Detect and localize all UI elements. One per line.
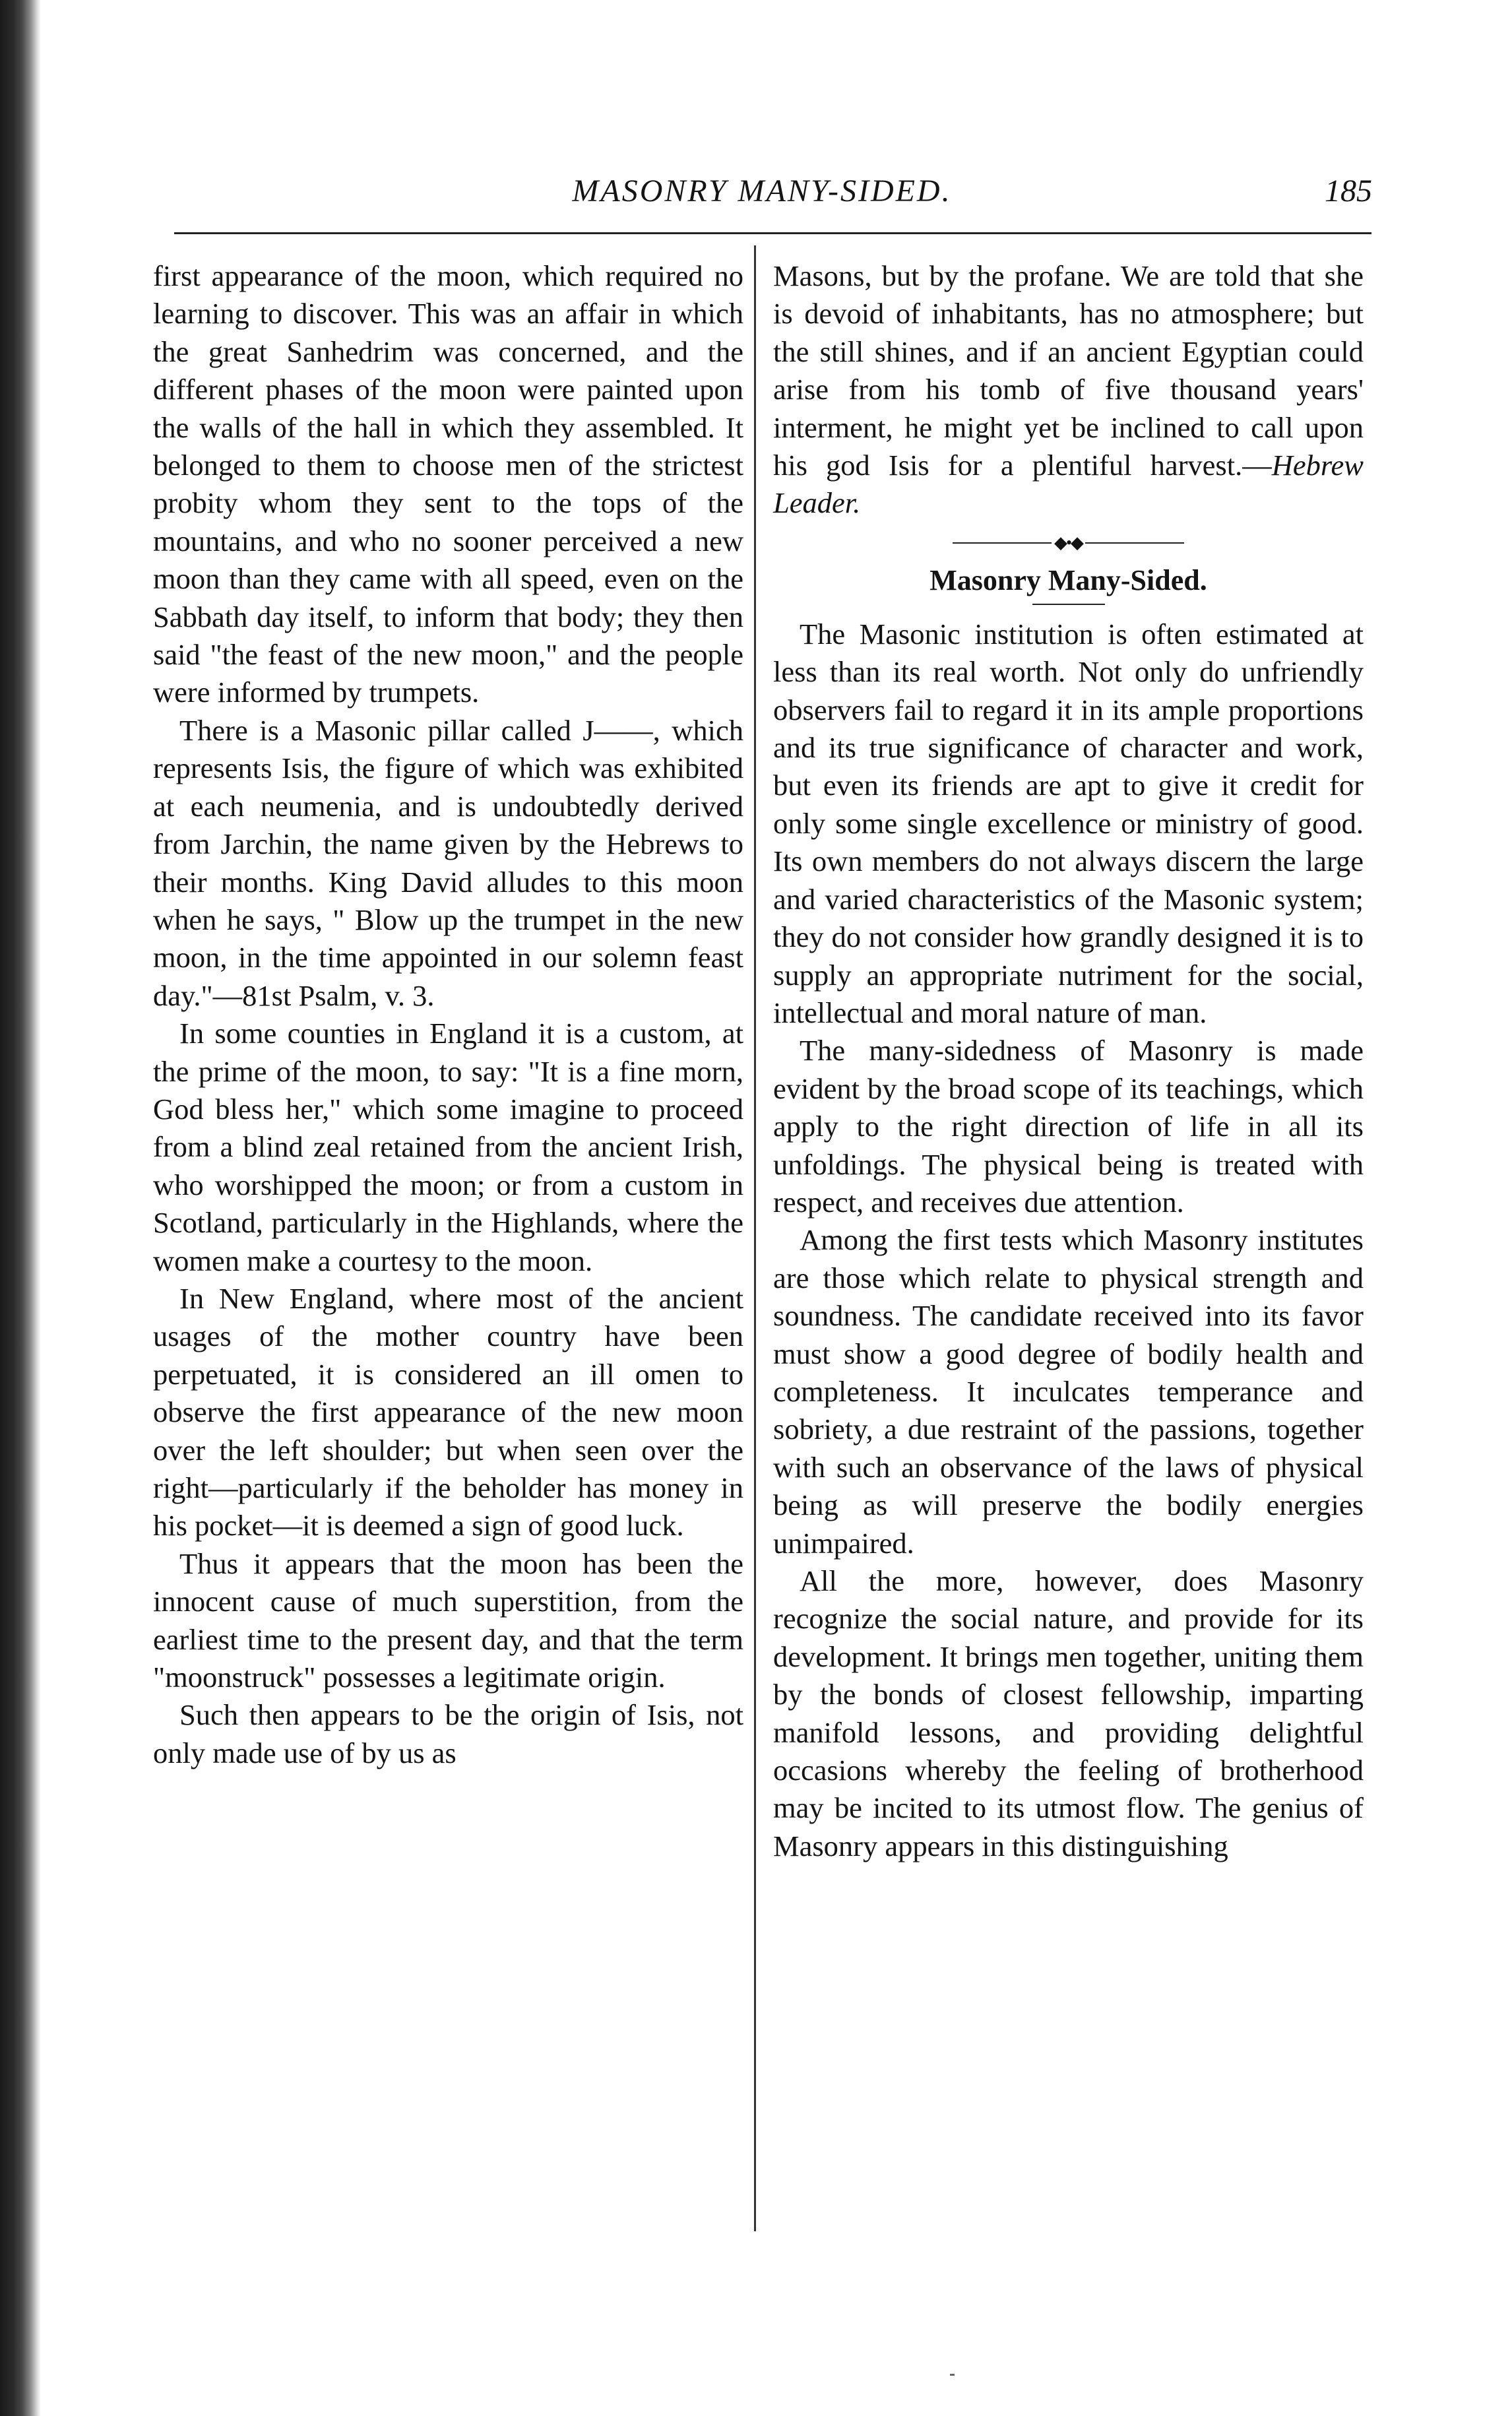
print-speck <box>950 2374 955 2376</box>
right-paragraph-1: The Masonic institution is often estimated at less than its real worth. Not only do unfriendly observers fail to regard it in its ample proportions and its true significance of character and work, but even its friends are apt to give it credit for only some single excellence or ministry of good. Its own members do not always discern the large and varied characteristics of the Masonic system; they do not consider how grandly designed it is to supply an appropriate nutriment for the social, intellectual and moral nature of man. <box>773 617 1364 1029</box>
left-paragraph-5: Thus it appears that the moon has been the innocent cause of much superstition, from the earliest time to the present day, and that the term "moonstruck" possesses a legitimate origin. <box>153 1546 743 1694</box>
left-paragraph-6: Such then appears to be the origin of Isis, not only made use of by us as <box>153 1698 743 1769</box>
running-title: MASONRY MANY-SIDED. <box>572 174 952 208</box>
header-rule <box>174 232 1371 234</box>
right-continuation <box>773 257 1364 523</box>
right-paragraph-4: All the more, however, does Masonry recognize the social nature, and provide for its development. It brings men together, uniting them by the bonds of closest fellowship, imparting manifold lessons, and providing delightful occasions whereby the feeling of brotherhood may be incited to its utmost flow. The genius of Masonry appears in this distinguishing <box>773 1564 1364 1862</box>
heading-rule <box>1032 604 1105 605</box>
ornament-diamonds: ◆•◆ <box>1054 533 1083 553</box>
source-credit: Hebrew Leader. <box>773 449 1364 520</box>
ornament-line-right <box>1085 542 1184 544</box>
page-number: 185 <box>1325 174 1372 208</box>
continuation-text: Masons, but by the profane. We are told that she is devoid of inhabitants, has no atmosphere; but the still shines, and if an ancient Egyptian could arise from his tomb of five thousand years' interment, he might yet be inclined to call upon his god Isis for a plentiful harvest.— <box>773 259 1364 482</box>
left-paragraph-3: In some counties in England it is a custom, at the prime of the moon, to say: "It is a fine morn, God bless her," which some imagine to proceed from a blind zeal retained from the ancient Irish, who worshipped the moon; or from a custom in Scotland, particularly in the Highlands, where the women make a courtesy to the moon. <box>153 1017 743 1277</box>
left-paragraph-4: In New England, where most of the ancient usages of the mother country have been perpetuated, it is considered an ill omen to observe the first appearance of the new moon over the left shoulder; but when seen over the right—particularly if the beholder has money in his pocket—it is deemed a sign of good luck. <box>153 1281 743 1542</box>
section-heading: Masonry Many-Sided. <box>929 563 1207 596</box>
column-divider <box>754 245 756 2231</box>
ornament-line-left <box>953 542 1052 544</box>
right-column <box>773 257 1364 1865</box>
page-header <box>152 173 1372 219</box>
book-binding-edge <box>0 0 41 2416</box>
right-paragraph-2: The many-sidedness of Masonry is made evident by the broad scope of its teachings, which apply to the right direction of life in all its unfoldings. The physical being is treated with respect, and receives due attention. <box>773 1034 1364 1219</box>
left-paragraph-2: There is a Masonic pillar called J——, which represents Isis, the figure of which was exhibited at each neumenia, and is undoubtedly derived from Jarchin, the name given by the Hebrews to their months. King David alludes to this moon when he says, " Blow up the trumpet in the new moon, in the time appointed in our solemn feast day."—81st Psalm, v. 3. <box>153 713 743 1012</box>
right-paragraph-3: Among the first tests which Masonry institutes are those which relate to physical strength and soundness. The candidate received into its favor must show a good degree of bodily health and completeness. It inculcates temperance and sobriety, a due restraint of the passions, together with such an observance of the laws of physical being as will preserve the bodily energies unimpaired. <box>773 1223 1364 1560</box>
left-paragraph-1: first appearance of the moon, which required no learning to discover. This was an affair in which the great Sanhedrim was concerned, and the different phases of the moon were painted upon the walls of the hall in which they assembled. It belonged to them to choose men of the strictest probity whom they sent to the tops of the mountains, and who no sooner perceived a new moon than they came with all speed, even on the Sabbath day itself, to inform that body; they then said "the feast of the new moon," and the people were informed by trumpets. <box>153 259 743 709</box>
section-ornament <box>773 523 1364 560</box>
left-column <box>153 257 743 1772</box>
